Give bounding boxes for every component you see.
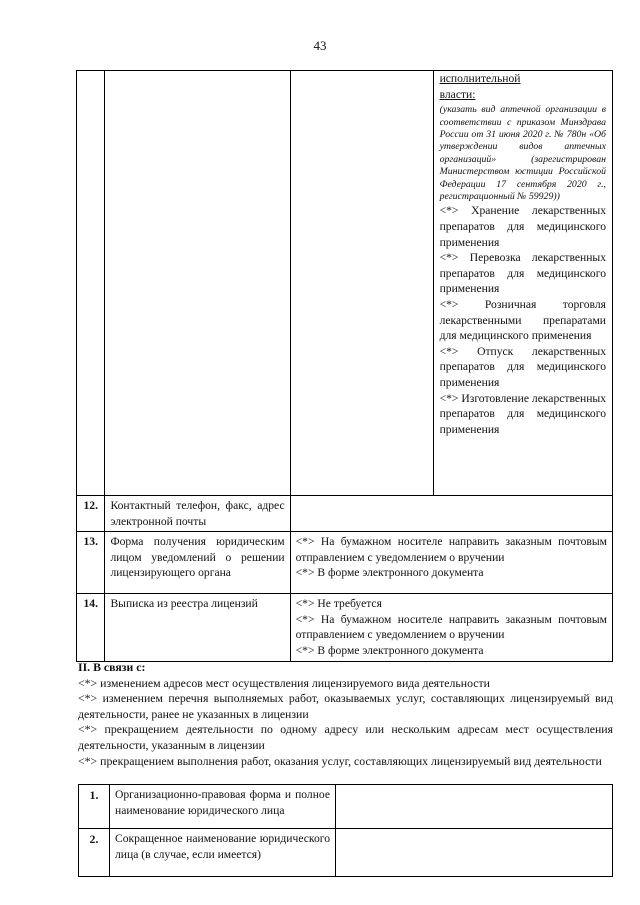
registry-options-cell bbox=[290, 594, 612, 661]
activity-type-cell bbox=[433, 71, 612, 496]
row-number: 12. bbox=[77, 496, 105, 532]
reason-item[interactable]: <*> прекращением деятельности по одному адресу или нескольким адресам мест осуществления деятельности, указанным в лицензии bbox=[78, 722, 613, 752]
authority-line: власти: bbox=[439, 87, 476, 101]
activity-option[interactable]: <*> Хранение лекарственных препаратов для медицинского применения bbox=[439, 204, 606, 249]
value-input-cell[interactable] bbox=[336, 785, 613, 829]
row-number: 13. bbox=[77, 532, 105, 594]
reason-item[interactable]: <*> изменением адресов мест осуществления лицензируемого вида деятельности bbox=[78, 675, 490, 690]
option-item[interactable]: <*> В форме электронного документа bbox=[295, 643, 484, 657]
row-label: Организационно-правовая форма и полное наименование юридического лица bbox=[110, 785, 336, 829]
activity-option[interactable]: <*> Перевозка лекарственных препаратов для медицинского применения bbox=[439, 251, 606, 296]
activity-options bbox=[440, 203, 606, 437]
row-number-cell bbox=[77, 71, 105, 496]
section-2 bbox=[78, 660, 613, 769]
activity-note: (указать вид аптечной организации в соответствии с приказом Минздрава России от 31 июня 2020 г. № 780н «Об утверждении видов аптечных организаций» (зарегистрирован Министерством юстиции Российской Федерации 17 сентября 2020 г., регистрационный № 59929)) bbox=[439, 104, 606, 203]
activity-option[interactable]: <*> Отпуск лекарственных препаратов для медицинского применения bbox=[439, 344, 606, 389]
row-label: Форма получения юридическим лицом уведомлений о решении лицензирующего органа bbox=[105, 532, 290, 594]
option-item[interactable]: <*> На бумажном носителе направить заказным почтовым отправлением с уведомлением о вручении bbox=[295, 535, 607, 564]
reason-item[interactable]: <*> прекращением выполнения работ, оказания услуг, составляющих лицензируемый вид деятельности bbox=[78, 753, 602, 768]
row-number: 1. bbox=[79, 785, 110, 829]
table-row bbox=[79, 829, 613, 877]
row-label: Сокращенное наименование юридического лица (в случае, если имеется) bbox=[110, 829, 336, 877]
row-label: Выписка из реестра лицензий bbox=[105, 594, 290, 661]
option-item[interactable]: <*> В форме электронного документа bbox=[295, 566, 484, 580]
section-title: II. В связи с: bbox=[78, 660, 146, 674]
contact-input-cell[interactable] bbox=[290, 496, 612, 532]
option-item[interactable]: <*> На бумажном носителе направить заказным почтовым отправлением с уведомлением о вручении bbox=[295, 612, 607, 642]
value-input-cell[interactable] bbox=[336, 829, 613, 877]
activity-option[interactable]: <*> Розничная торговля лекарственными препаратами для медицинского применения bbox=[439, 298, 606, 343]
row-number: 14. bbox=[77, 594, 105, 661]
table-row bbox=[79, 785, 613, 829]
option-item[interactable]: <*> Не требуется bbox=[295, 597, 382, 611]
activity-option[interactable]: <*> Изготовление лекарственных препаратов для медицинского применения bbox=[439, 391, 606, 436]
row-label-cell bbox=[105, 71, 290, 496]
row-label: Контактный телефон, факс, адрес электронной почты bbox=[105, 496, 290, 532]
table-row bbox=[77, 594, 613, 661]
authority-line: исполнительной bbox=[439, 72, 521, 85]
row-number: 2. bbox=[79, 829, 110, 877]
table-row bbox=[77, 532, 613, 594]
row-empty-cell[interactable] bbox=[290, 71, 433, 496]
table-row-continued bbox=[77, 71, 613, 496]
page-number: 43 bbox=[313, 38, 327, 53]
legal-entity-table bbox=[78, 784, 613, 877]
license-form-table bbox=[76, 70, 613, 662]
notification-options-cell bbox=[290, 532, 612, 594]
reason-item[interactable]: <*> изменением перечня выполняемых работ, оказываемых услуг, составляющих лицензируемый вид деятельности, ранее не указанных в лицензии bbox=[78, 691, 613, 721]
table-row bbox=[77, 496, 613, 532]
